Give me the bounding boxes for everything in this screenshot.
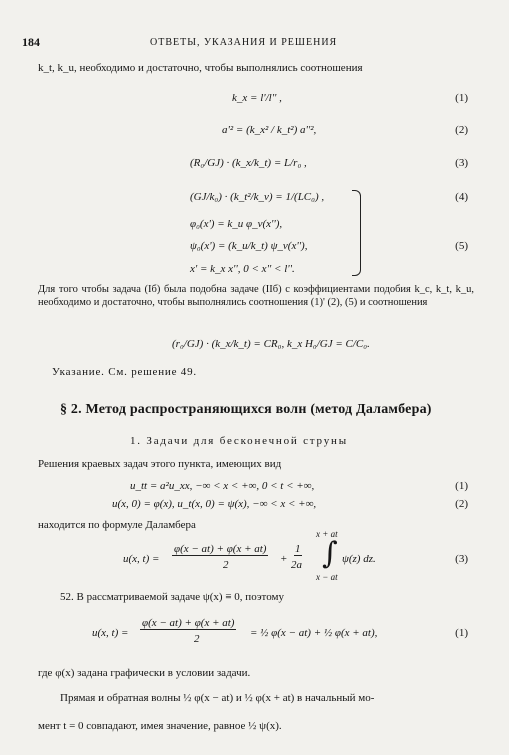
intro-line: k_t, k_u, необходимо и достаточно, чтобы выполнялись соотношения: [38, 62, 363, 74]
equation-problem-2-number: (2): [455, 498, 468, 510]
equation-2: a'² = (k_x² / k_t²) a''²,: [222, 124, 317, 136]
dalembert-integrand: ψ(z) dz.: [342, 553, 376, 565]
running-title: ОТВЕТЫ, УКАЗАНИЯ И РЕШЕНИЯ: [150, 37, 338, 48]
equation-3: (R₀/GJ) · (k_x/k_t) = L/r₀ ,: [190, 157, 307, 169]
eq52-denominator: 2: [194, 633, 200, 645]
equation-brace: [352, 190, 361, 276]
equation-problem-1: u_tt = a²u_xx, −∞ < x < +∞, 0 < t < +∞,: [130, 480, 315, 492]
integral-upper-limit: x + at: [316, 529, 338, 539]
eq52-number: (1): [455, 627, 468, 639]
dalembert-coef-num: 1: [295, 543, 301, 555]
paragraph-solutions: Решения краевых задач этого пункта, имеющих вид: [38, 458, 282, 470]
dalembert-number: (3): [455, 553, 468, 565]
equation-2-number: (2): [455, 124, 468, 136]
equation-1: k_x = l'/l'' ,: [232, 92, 282, 104]
equation-problem-2: u(x, 0) = φ(x), u_t(x, 0) = ψ(x), −∞ < x < +∞,: [112, 498, 317, 510]
dalembert-coef-den: 2a: [291, 559, 302, 571]
eq52-numerator: φ(x − at) + φ(x + at): [142, 617, 235, 629]
equation-3-number: (3): [455, 157, 468, 169]
problem-52: 52. В рассматриваемой задаче ψ(x) ≡ 0, поэтому: [60, 591, 284, 603]
hint-text: Указание. См. решение 49.: [52, 366, 197, 378]
paragraph-similarity: Для того чтобы задача (Iб) была подобна задаче (IIб) с коэффициентами подобия k_c, k_t, k_u, необходимо и достаточно, чтобы выполнялись соотношения (1)' (2), (5) и соотношения: [38, 284, 474, 308]
dalembert-denominator: 2: [223, 559, 229, 571]
line-where: где φ(x) задана графически в условии задачи.: [38, 667, 251, 679]
equation-5-number: (5): [455, 240, 468, 252]
eq52-right: = ½ φ(x − at) + ½ φ(x + at),: [250, 627, 378, 639]
equation-1-number: (1): [455, 92, 468, 104]
dalembert-plus: +: [280, 553, 288, 565]
subsection-title: 1. Задачи для бесконечной струны: [130, 435, 348, 447]
equation-4-number: (4): [455, 191, 468, 203]
section-title: § 2. Метод распространяющихся волн (метод Даламбера): [60, 402, 432, 417]
page-number: 184: [22, 35, 40, 49]
line-waves-2: мент t = 0 совпадают, имея значение, равное ½ ψ(x).: [38, 720, 282, 732]
equation-5a: φ₀(x') = k_u φ_v(x''),: [190, 218, 283, 230]
dalembert-numerator: φ(x − at) + φ(x + at): [174, 543, 267, 555]
equation-5b: ψ₀(x') = (k_u/k_t) ψ_v(x''),: [190, 240, 308, 252]
paragraph-formula: находится по формуле Даламбера: [38, 519, 196, 531]
equation-4: (GJ/k₀) · (k_t²/k_v) = 1/(LC₀) ,: [190, 191, 325, 203]
equation-5c: x' = k_x x'', 0 < x'' < l''.: [190, 263, 295, 275]
dalembert-left: u(x, t) =: [123, 553, 160, 565]
equation-similarity: (r₀/GJ) · (k_x/k_t) = CR₀, k_x H₀/GJ = C/C₀.: [172, 338, 370, 350]
integral-lower-limit: x − at: [316, 572, 338, 582]
equation-problem-1-number: (1): [455, 480, 468, 492]
integral-sign: ∫: [322, 536, 338, 571]
eq52-left: u(x, t) =: [92, 627, 129, 639]
line-waves-1: Прямая и обратная волны ½ φ(x − at) и ½ φ(x + at) в начальный мо-: [60, 692, 375, 704]
